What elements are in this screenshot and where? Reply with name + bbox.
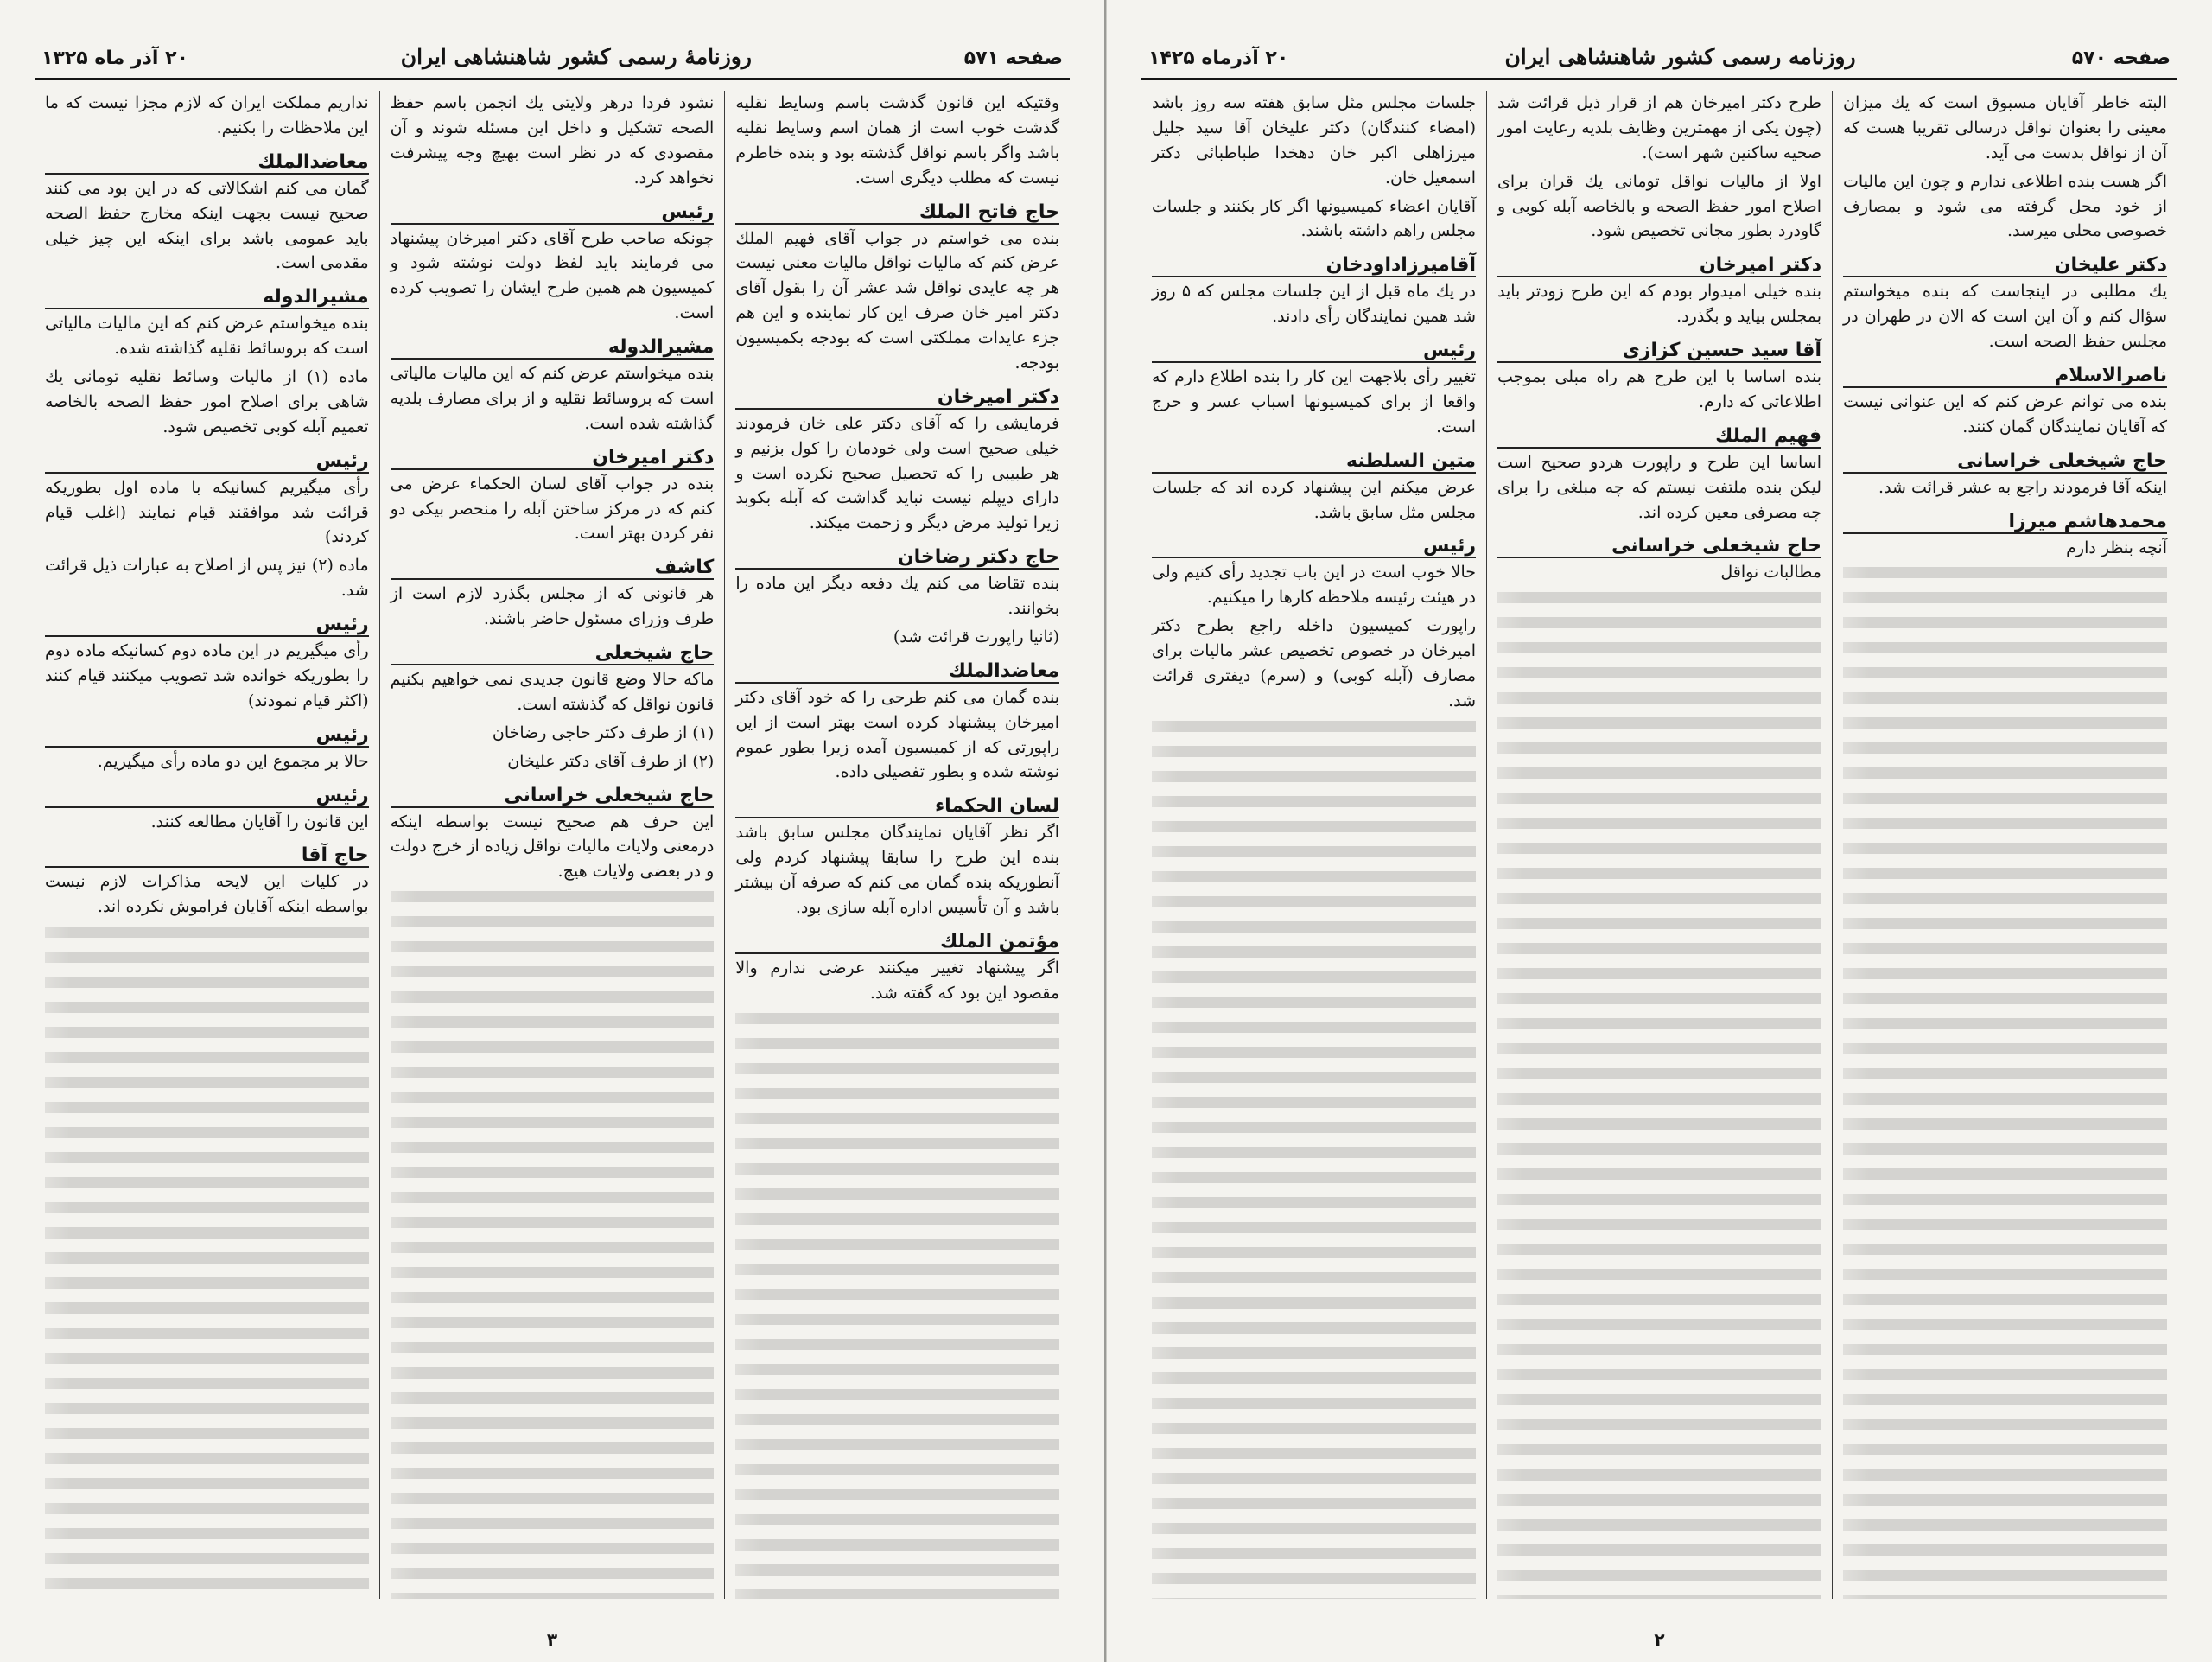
speaker-name: حاج شیخعلی خراسانی [1843, 450, 2167, 474]
paragraph: اولا از مالیات نواقل تومانی یك قران برای اصلاح امور حفظ الصحه و بالخاصه آبله کوبی و گاودرد بطور مجانی تخصیص شود. [1497, 171, 1821, 241]
text-column [724, 91, 1070, 1599]
newspaper-title: روزنامه رسمی کشور شاهنشاهی ایران [1504, 44, 1856, 69]
text-column [35, 91, 379, 1599]
speaker-name: معاضدالملك [735, 660, 1059, 684]
paragraph: (ثانیا راپورت قرائت شد) [893, 627, 1059, 646]
paragraph: ماده (۱) از مالیات وسائط نقلیه تومانی یك شاهی برای اصلاح امور حفظ الصحه بالخاصه تعمیم آبله کوبی تخصیص شود. [44, 367, 369, 436]
paragraph: اگر پیشنهاد تغییر میکنند عرضی ندارم والا مقصود این بود که گفته شد. [735, 958, 1059, 1003]
paragraph: (۱) از طرف دکتر حاجی رضاخان [492, 723, 715, 742]
page-570 [1106, 0, 2212, 1662]
page-number-label: صفحه ۵۷۱ [963, 48, 1063, 69]
speaker-name: حاج شیخعلی [391, 642, 715, 665]
speaker-name: مؤتمن الملك [735, 931, 1059, 954]
paragraph: اگر نظر آقایان نمایندگان مجلس سابق باشد بنده این طرح را سابقا پیشنهاد کردم ولی آنطوریکه بنده گمان می کنم که صرفه آن بیشتر باشد و آن تأسیس اداره آبله سازی بود. [735, 823, 1059, 917]
paragraph: فرمایشی را که آقای دکتر علی خان فرمودند خیلی صحیح است ولی خودمان را کول بزنیم و هر طبیبی را که تحصیل صحیح نکرده است و دارای دیپلم نیست نباید گذاشت که آبله بکوبد زیرا تولید مرض دیگر و زحمت میکند. [735, 413, 1059, 533]
speaker-name: ناصرالاسلام [1843, 365, 2167, 388]
continued-text-lines [391, 891, 715, 1599]
paragraph: مطالبات نواقل [1720, 563, 1821, 583]
speaker-name: معاضدالملك [45, 151, 369, 175]
paragraph: بنده می خواستم در جواب آقای فهیم الملك عرض کنم که مالیات نواقل مالیات معنی نیست هر چه عایدی نواقل شد عشر آن را بقول آقای دکتر امیر خان صرف این کار نماینده و این هم جزء عایدات مملکتی است که بودجه بکمیسیون بودجه. [735, 228, 1059, 373]
continued-text-lines [735, 1013, 1059, 1600]
paragraph: بنده در جواب آقای لسان الحکماء عرض می کنم که در مرکز ساختن آبله را منحصر بیکی دو نفر کردن بهتر است. [390, 474, 715, 544]
paragraph: نداریم مملکت ایران که لازم مجزا نیست که ما این ملاحظات را بکنیم. [44, 93, 369, 137]
speaker-name: لسان الحکماء [735, 795, 1059, 818]
paragraph: اگر هست بنده اطلاعی ندارم و چون این مالیات از خود محل گرفته می شود و بمصارف خصوصی محلی میرسد. [1843, 171, 2167, 241]
speaker-name: رئیس [45, 785, 369, 808]
paragraph: در یك ماه قبل از این جلسات مجلس که ۵ روز شد همین نمایندگان رأی دادند. [1152, 282, 1476, 327]
paragraph: بنده تقاضا می کنم یك دفعه دیگر این ماده را بخوانند. [735, 574, 1059, 618]
continued-text-lines [45, 927, 369, 1599]
paragraph: حالا بر مجموع این دو ماده رأی میگیریم. [97, 751, 369, 771]
page-footer-number: ۳ [546, 1629, 558, 1650]
speaker-name: محمدهاشم میرزا [1843, 511, 2167, 534]
speaker-name: متین السلطنه [1152, 450, 1476, 474]
paragraph: جلسات مجلس مثل سابق هفته سه روز باشد (امضاء کنندگان) دکتر علیخان آقا سید جلیل میرزاهلی اکبر خان دهخدا طباطبائی دکتر اسمعیل خان. [1152, 93, 1476, 188]
paragraph: تغییر رأی بلاجهت این کار را بنده اطلاع دارم که واقعا از برای کمیسیونها اسباب عسر و حرج است. [1152, 367, 1476, 436]
speaker-name: رئیس [1152, 535, 1476, 558]
page-footer-number: ۲ [1654, 1629, 1665, 1650]
paragraph: این قانون را آقایان مطالعه کنند. [150, 812, 369, 831]
speaker-name: دکتر امیرخان [1497, 254, 1821, 277]
speaker-name: رئیس [45, 724, 369, 748]
speaker-name: دکتر امیرخان [391, 447, 715, 470]
paragraph: (۲) از طرف آقای دکتر علیخان [507, 751, 715, 771]
paragraph: بنده گمان می کنم طرحی را که خود آقای دکتر امیرخان پیشنهاد کرده است بهتر است از این راپورتی که از کمیسیون آمده زیرا بطور عموم نوشته شده و بطور تفصیلی داده. [735, 687, 1059, 782]
page-header [1141, 38, 2177, 80]
speaker-name: رئیس [45, 450, 369, 474]
speaker-name: فهیم الملك [1497, 425, 1821, 449]
speaker-name: رئیس [1152, 340, 1476, 363]
speaker-name: مشیرالدوله [45, 286, 369, 309]
paragraph: بنده می توانم عرض کنم که این عنوانی نیست که آقایان نمایندگان گمان کنند. [1843, 392, 2167, 436]
paragraph: بنده خیلی امیدوار بودم که این طرح زودتر باید بمجلس بیاید و بگذرد. [1497, 282, 1821, 327]
speaker-name: مشیرالدوله [391, 336, 715, 360]
paragraph: در کلیات این لایحه مذاکرات لازم نیست بواسطه اینکه آقایان فراموش نکرده اند. [44, 872, 369, 917]
speaker-name: حاج شیخعلی خراسانی [1497, 535, 1821, 558]
paragraph: اینکه آقا فرمودند راجع به عشر قرائت شد. [1878, 477, 2167, 497]
paragraph: البته خاطر آقایان مسبوق است که یك میزان معینی را بعنوان نواقل درسالی تقریبا هست که آن از نواقل بدست می آید. [1843, 93, 2167, 162]
paragraph: حالا خوب است در این باب تجدید رأی کنیم ولی در هیئت رئیسه ملاحظه کارها را میکنیم. [1152, 563, 1476, 608]
newspaper-title: روزنامهٔ رسمی کشور شاهنشاهی ایران [400, 44, 752, 69]
speaker-name: حاج فاتح الملك [735, 201, 1059, 225]
paragraph: راپورت کمیسیون داخله راجع بطرح دکتر امیرخان در خصوص تخصیص عشر مالیات برای مصارف (آبله کوبی) و (سرم) دیفتری قرائت شد. [1152, 616, 1476, 710]
column-container [1141, 91, 2177, 1599]
text-column [379, 91, 725, 1599]
issue-date: ۲۰ آذرماه ۱۴۲۵ [1148, 48, 1289, 69]
text-column [1141, 91, 1486, 1599]
speaker-name: دکتر علیخان [1843, 254, 2167, 277]
paragraph: عرض میکنم این پیشنهاد کرده اند که جلسات مجلس مثل سابق باشد. [1152, 477, 1476, 522]
speaker-name: آقامیرزاداودخان [1152, 254, 1476, 277]
paragraph: هر قانونی که از مجلس بگذرد لازم است از طرف وزرای مسئول حاضر باشند. [390, 584, 715, 629]
paragraph: بنده اساسا با این طرح هم راه مبلی بموجب اطلاعاتی که دارم. [1497, 367, 1821, 411]
text-column [1486, 91, 1832, 1599]
paragraph: نشود فردا درهر ولایتی یك انجمن باسم حفظ الصحه تشکیل و داخل این مسئله شوند و آن مقصودی که در نظر است بهیچ وجه پیشرفت نخواهد کرد. [390, 93, 715, 188]
paragraph: بنده میخواستم عرض کنم که این مالیات مالیاتی است که بروسائط نقلیه گذاشته شده. [44, 314, 369, 359]
speaker-name: حاج آقا [45, 844, 369, 868]
speaker-name: آقا سید حسین کزازی [1497, 340, 1821, 363]
paragraph: آقایان اعضاء کمیسیونها اگر کار بکنند و جلسات مجلس راهم داشته باشند. [1152, 196, 1476, 241]
speaker-name: دکتر امیرخان [735, 386, 1059, 410]
paragraph: رأی میگیریم کسانیکه با ماده اول بطوریکه قرائت شد موافقند قیام نمایند (اغلب قیام کردند) [44, 477, 369, 547]
speaker-name: رئیس [391, 201, 715, 225]
paragraph: آنچه بنظر دارم [2066, 538, 2167, 557]
paragraph: بنده میخواستم عرض کنم که این مالیات مالیاتی است که بروسائط نقلیه و از برای مصارف بلدیه گذاشته شده است. [390, 364, 715, 433]
paragraph: ماده (۲) نیز پس از اصلاح به عبارات ذیل قرائت شد. [44, 556, 369, 601]
page-number-label: صفحه ۵۷۰ [2071, 48, 2171, 69]
paragraph: چونکه صاحب طرح آقای دکتر امیرخان پیشنهاد می فرمایند باید لفظ دولت نوشته شود و کمیسیون هم همین طرح ایشان را تصویب کرده است. [390, 228, 715, 323]
paragraph: گمان می کنم اشکالاتی که در این بود می کنند صحیح نیست بجهت اینکه مخارج حفظ الصحه باید عمومی باشد برای اینکه این چیز خیلی مقدمی است. [44, 178, 369, 273]
paragraph: اساسا این طرح و راپورت هردو صحیح است لیکن بنده ملتفت نیستم که چه مبلغی را برای چه مصرفی معین کرده اند. [1497, 452, 1821, 522]
speaker-name: حاج شیخعلی خراسانی [391, 785, 715, 808]
paragraph: وقتیکه این قانون گذشت باسم وسایط نقلیه گذشت خوب است از همان اسم وسایط نقلیه باشد واگر باسم نواقل گذشته بود و بنده خاطرم نیست که مطلب دیگری است. [735, 93, 1059, 188]
column-container [35, 91, 1070, 1599]
paragraph: ماکه حالا وضع قانون جدیدی نمی خواهیم بکنیم قانون نواقل که گذشته است. [390, 670, 715, 714]
paragraph: یك مطلبی در اینجاست که بنده میخواستم سؤال کنم و آن این است که الان در طهران در مجلس حفظ الصحه است. [1843, 282, 2167, 351]
speaker-name: حاج دکتر رضاخان [735, 546, 1059, 570]
issue-date: ۲۰ آذر ماه ۱۳۲۵ [41, 48, 188, 69]
paragraph: رأی میگیریم در این ماده دوم کسانیکه ماده دوم را بطوریکه خوانده شد تصویب میکنند قیام کنند (اکثر قیام نمودند) [44, 641, 369, 710]
speaker-name: رئیس [45, 614, 369, 637]
paragraph: طرح دکتر امیرخان هم از قرار ذیل قرائت شد (چون یکی از مهمترین وظایف بلدیه رعایت امور صحیه ساکنین شهر است). [1497, 93, 1821, 162]
speaker-name: کاشف [391, 557, 715, 580]
continued-text-lines [1497, 592, 1821, 1599]
continued-text-lines [1152, 721, 1476, 1599]
page-header [35, 38, 1070, 80]
paragraph: این حرف هم صحیح نیست بواسطه اینکه درمعنی ولایات مالیات نواقل زیاده از خرج دولت و در بعضی ولایات هیچ. [390, 812, 715, 882]
continued-text-lines [1843, 567, 2167, 1599]
text-column [1832, 91, 2177, 1599]
